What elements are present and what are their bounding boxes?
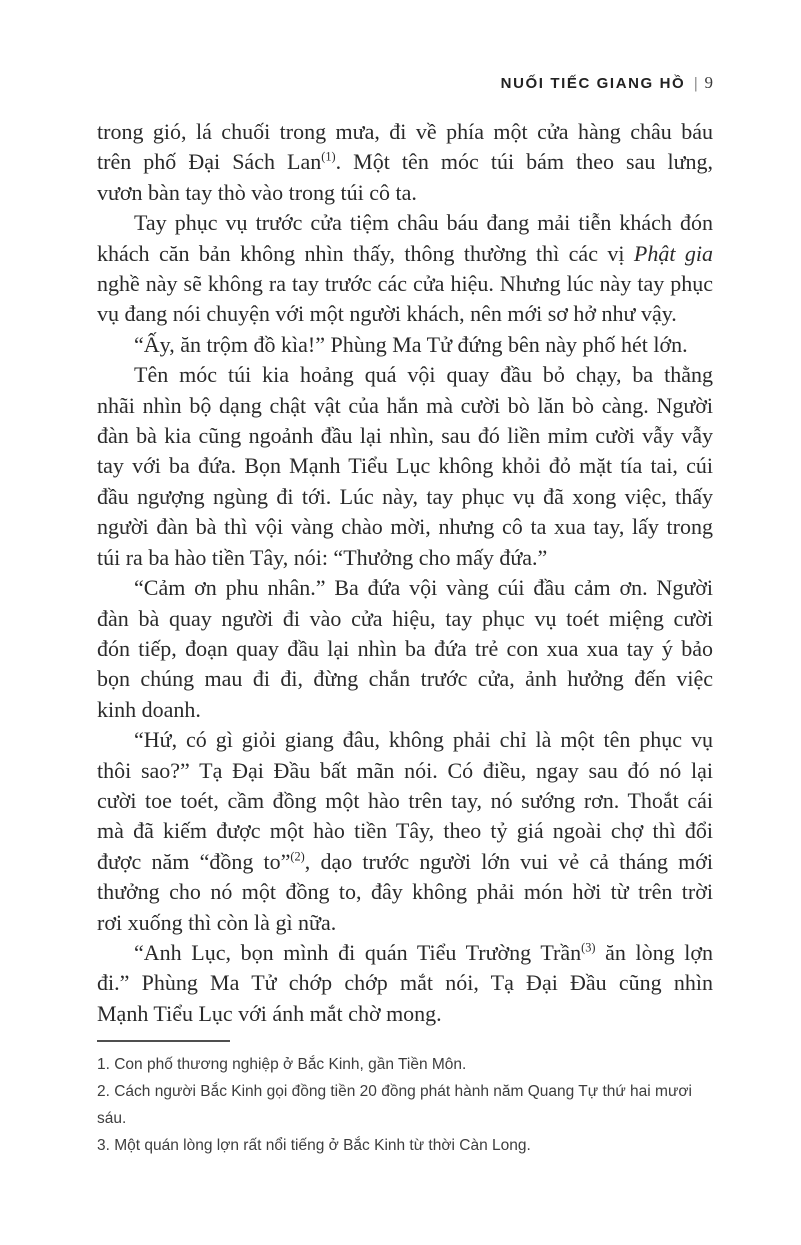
text-segment: vụ đang nói chuyện với một người khách, nên mới sơ hở như vậy. [97, 301, 677, 327]
footnote-reference: (1) [321, 150, 336, 165]
text-segment: tay với ba đứa. Bọn Mạnh Tiểu Lục không khỏi đỏ mặt tía tai, cúi [97, 453, 713, 479]
text-segment: “Cảm ơn phu nhân.” Ba đứa vội vàng cúi đầu cảm ơn. Người [134, 575, 713, 601]
page-number: 9 [704, 73, 713, 92]
text-segment: đàn bà quay người đi vào cửa hiệu, tay phục vụ toét miệng cười [97, 605, 713, 631]
text-line [97, 938, 713, 968]
text-line [97, 634, 713, 664]
text-line [97, 482, 713, 512]
text-segment: . Một tên móc túi bám theo sau lưng, [335, 149, 713, 175]
text-line [97, 543, 713, 573]
text-segment: rơi xuống thì còn là gì nữa. [97, 909, 337, 935]
text-segment: thôi sao?” Tạ Đại Đầu bất mãn nói. Có điều, ngay sau đó nó lại [97, 757, 713, 783]
text-segment: khách căn bản không nhìn thấy, thông thường thì các vị [97, 240, 634, 266]
text-line [97, 239, 713, 269]
text-segment: nghề này sẽ không ra tay trước các cửa hiệu. Nhưng lúc này tay phục [97, 271, 713, 297]
text-segment: được năm “đồng to” [97, 848, 291, 874]
text-line [97, 877, 713, 907]
text-segment: “Hứ, có gì giỏi giang đâu, không phải chỉ là một tên phục vụ [134, 727, 713, 753]
text-segment: “Anh Lục, bọn mình đi quán Tiểu Trường Trần [134, 939, 582, 965]
text-line [97, 147, 713, 177]
text-segment: mà đã kiếm được một hào tiền Tây, theo tỷ giá ngoài chợ thì đổi [97, 818, 713, 844]
text-line [97, 299, 713, 329]
text-line [97, 725, 713, 755]
footnote-reference: (2) [290, 849, 305, 864]
text-line [97, 756, 713, 786]
footnote-item: 1. Con phố thương nghiệp ở Bắc Kinh, gần Tiền Môn. [97, 1056, 467, 1073]
footnote-list [97, 1051, 713, 1159]
text-segment: túi ra ba hào tiền Tây, nói: “Thưởng cho mấy đứa.” [97, 544, 548, 570]
text-line [97, 999, 713, 1029]
text-line [97, 968, 713, 998]
text-segment: “Ấy, ăn trộm đồ kìa!” Phùng Ma Tử đứng bên này phố hét lớn. [134, 331, 688, 357]
text-segment: vươn bàn tay thò vào trong túi cô ta. [97, 179, 417, 205]
text-line [97, 451, 713, 481]
text-line [97, 512, 713, 542]
text-line [97, 391, 713, 421]
text-segment: kinh doanh. [97, 696, 201, 722]
text-line [97, 330, 713, 360]
text-line [97, 604, 713, 634]
footnote-item: 3. Một quán lòng lợn rất nổi tiếng ở Bắc Kinh từ thời Càn Long. [97, 1137, 531, 1154]
text-segment: nhãi nhìn bộ dạng chật vật của hắn mà cười bò lăn bò càng. Người [97, 392, 713, 418]
text-segment: đầu ngượng ngùng đi tới. Lúc này, tay phục vụ đã xong việc, thấy [97, 483, 713, 509]
text-segment: trong gió, lá chuối trong mưa, đi về phía một cửa hàng châu báu [97, 119, 713, 144]
text-line [97, 269, 713, 299]
text-line [97, 695, 713, 725]
text-segment: đi.” Phùng Ma Tử chớp chớp mắt nói, Tạ Đại Đầu cũng nhìn [97, 970, 713, 996]
footnote-item: 2. Cách người Bắc Kinh gọi đồng tiền 20 đồng phát hành năm Quang Tự thứ hai mươi sáu. [97, 1083, 692, 1127]
text-segment: Tay phục vụ trước cửa tiệm châu báu đang mải tiễn khách đón [134, 210, 713, 236]
text-line [97, 847, 713, 877]
header-separator: | [694, 75, 698, 92]
text-segment: Mạnh Tiểu Lục với ánh mắt chờ mong. [97, 1000, 442, 1026]
text-segment: đón tiếp, đoạn quay đầu lại nhìn ba đứa trẻ con xua xua tay ý bảo [97, 635, 713, 661]
text-segment: ăn lòng lợn [595, 939, 713, 965]
text-segment: người đàn bà thì vội vàng chào mời, nhưng cô ta xua tay, lấy trong [97, 514, 713, 540]
running-header [97, 73, 713, 93]
body-text-block [97, 117, 713, 1029]
text-line [97, 360, 713, 390]
text-segment: bọn chúng mau đi đi, đừng chắn trước cửa, ảnh hưởng đến việc [97, 666, 713, 692]
book-title: NUỐI TIẾC GIANG HỒ [500, 75, 686, 92]
text-segment: trên phố Đại Sách Lan [97, 149, 322, 175]
text-line [97, 816, 713, 846]
text-line [97, 178, 713, 208]
text-line [97, 421, 713, 451]
text-segment: cười toe toét, cầm đồng một hào trên tay, nó sướng rơn. Thoắt cái [97, 787, 713, 813]
footnote-separator [97, 1040, 230, 1042]
text-line [97, 117, 713, 147]
text-line [97, 786, 713, 816]
text-line [97, 573, 713, 603]
text-line [97, 208, 713, 238]
footnote-reference: (3) [581, 940, 596, 955]
text-segment: , dạo trước người lớn vui vẻ cả tháng mới [304, 848, 713, 874]
footnotes-block [97, 1040, 713, 1159]
text-line [97, 664, 713, 694]
text-line [97, 908, 713, 938]
text-segment: đàn bà kia cũng ngoảnh đầu lại nhìn, sau đó liền mỉm cười vẫy vẫy [97, 423, 713, 449]
text-segment: Tên móc túi kia hoảng quá vội quay đầu bỏ chạy, ba thằng [134, 362, 713, 388]
italic-text: Phật gia [633, 240, 713, 266]
text-segment: thưởng cho nó một đồng to, đây không phải món hời từ trên trời [97, 879, 713, 905]
